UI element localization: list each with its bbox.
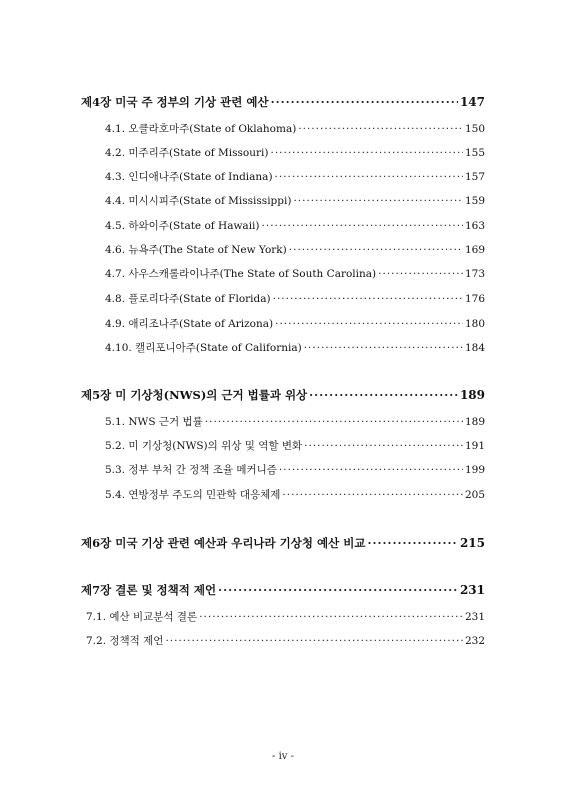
leader-dots (298, 123, 463, 135)
section-title: 5.2. 미 기상청(NWS)의 위상 및 역할 변화 (105, 440, 303, 452)
leader-dots (282, 489, 463, 501)
toc-chapter-5 (81, 387, 485, 403)
leader-dots (199, 611, 463, 623)
section-page: 191 (464, 440, 485, 452)
toc-section (105, 291, 485, 306)
leader-dots (289, 244, 463, 256)
chapter-title: 제5장 미 기상청(NWS)의 근거 법률과 위상 (81, 388, 308, 402)
toc-chapter-7 (81, 582, 485, 598)
section-page: 231 (464, 611, 485, 623)
section-page: 205 (464, 489, 485, 501)
section-page: 163 (464, 220, 485, 232)
toc-section (105, 242, 485, 257)
section-title: 7.2. 정책적 제언 (86, 635, 164, 647)
chapter-page: 147 (459, 95, 485, 109)
section-title: 5.1. NWS 근거 법률 (105, 416, 203, 428)
leader-dots (273, 293, 463, 305)
leader-dots (378, 268, 463, 280)
section-title: 4.7. 사우스캐롤라이나주(The State of South Carolina) (105, 268, 377, 280)
section-page: 184 (464, 342, 485, 354)
toc-section (105, 266, 485, 281)
page-number: - iv - (272, 751, 294, 762)
section-title: 4.1. 오클라호마주(State of Oklahoma) (105, 123, 297, 135)
section-page: 155 (464, 147, 485, 159)
toc-section (105, 438, 485, 453)
leader-dots (271, 95, 458, 109)
leader-dots (279, 464, 463, 476)
chapter-title: 제6장 미국 기상 관련 예산과 우리나라 기상청 예산 비교 (81, 536, 366, 550)
chapter-page: 189 (459, 388, 485, 402)
section-page: 157 (464, 171, 485, 183)
section-title: 4.5. 하와이주(State of Hawaii) (105, 220, 260, 232)
section-page: 180 (464, 318, 485, 330)
toc-section (105, 487, 485, 502)
section-title: 4.2. 미주리주(State of Missouri) (105, 147, 269, 159)
section-title: 4.9. 애리조나주(State of Arizona) (105, 318, 274, 330)
chapter-page: 215 (459, 536, 485, 550)
toc-section (105, 169, 485, 184)
toc-section (86, 633, 485, 648)
toc-section (105, 218, 485, 233)
section-title: 7.1. 예산 비교분석 결론 (86, 611, 198, 623)
section-page: 199 (464, 464, 485, 476)
toc-section (105, 462, 485, 477)
leader-dots (218, 583, 458, 597)
toc-section (105, 340, 485, 355)
section-title: 4.8. 플로리다주(State of Florida) (105, 293, 271, 305)
leader-dots (165, 635, 463, 647)
chapter-title: 제7장 결론 및 정책적 제언 (81, 583, 217, 597)
leader-dots (367, 536, 458, 550)
section-title: 5.3. 정부 부처 간 정책 조율 메커니즘 (105, 464, 277, 476)
leader-dots (262, 220, 463, 232)
leader-dots (270, 147, 462, 159)
toc-chapter-6 (81, 535, 485, 551)
section-page: 159 (464, 195, 485, 207)
section-title: 4.4. 미시시피주(State of Mississippi) (105, 195, 292, 207)
leader-dots (275, 318, 463, 330)
section-title: 4.3. 인디애나주(State of Indiana) (105, 171, 273, 183)
leader-dots (309, 388, 458, 402)
leader-dots (293, 195, 463, 207)
section-title: 5.4. 연방정부 주도의 민관학 대응체제 (105, 489, 281, 501)
section-page: 176 (464, 293, 485, 305)
section-title: 4.6. 뉴욕주(The State of New York) (105, 244, 287, 256)
section-page: 169 (464, 244, 485, 256)
leader-dots (304, 342, 463, 354)
toc-section (86, 609, 485, 624)
toc-section (105, 193, 485, 208)
toc-chapter-4 (81, 94, 485, 110)
leader-dots (275, 171, 463, 183)
leader-dots (205, 416, 463, 428)
section-title: 4.10. 캘리포니아주(State of California) (105, 342, 302, 354)
toc-section (105, 414, 485, 429)
toc-section (105, 145, 485, 160)
section-page: 232 (464, 635, 485, 647)
chapter-title: 제4장 미국 주 정부의 기상 관련 예산 (81, 95, 269, 109)
section-page: 173 (464, 268, 485, 280)
toc-section (105, 121, 485, 136)
section-page: 189 (464, 416, 485, 428)
chapter-page: 231 (459, 583, 485, 597)
toc-section (105, 316, 485, 331)
leader-dots (304, 440, 463, 452)
section-page: 150 (464, 123, 485, 135)
